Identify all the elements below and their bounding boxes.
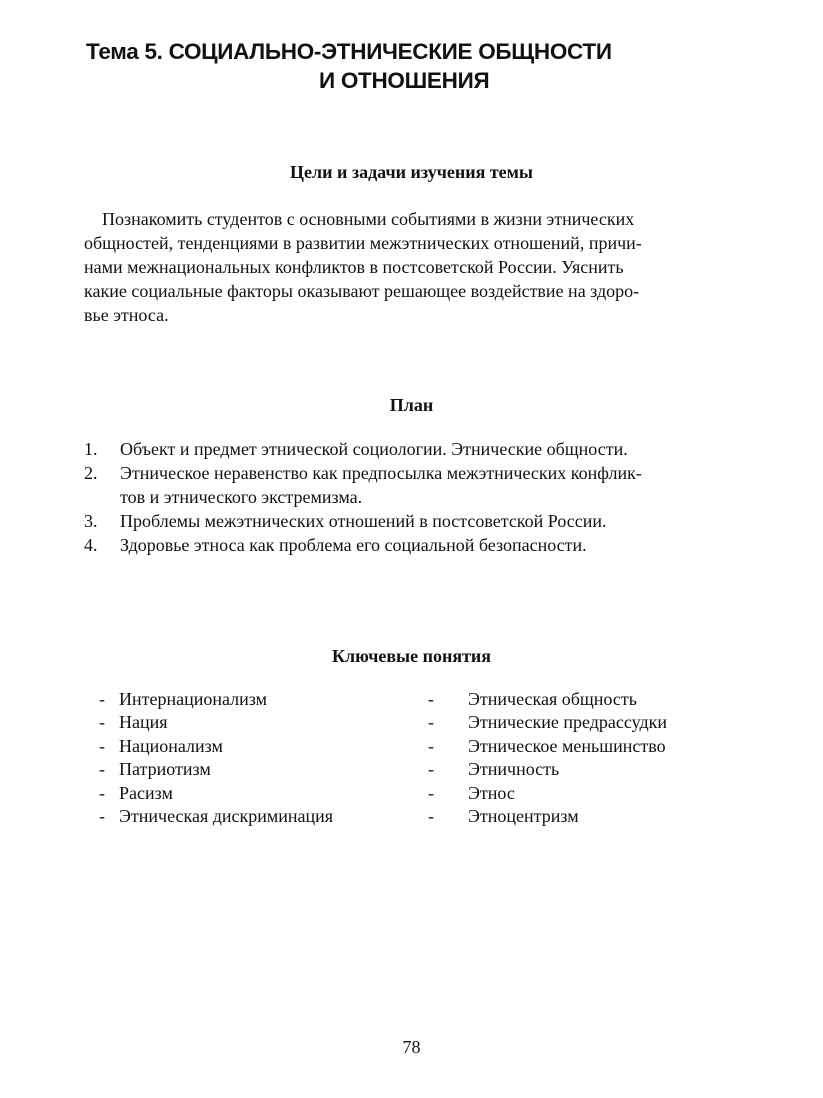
plan-item-text: тов и этнического экстремизма. [120, 487, 363, 507]
plan-item [84, 437, 754, 461]
goals-line: нами межнациональных конфликтов в постсоветской России. Уяснить [84, 257, 624, 277]
key-concept-term: Этническое меньшинство [468, 735, 666, 756]
key-concept-term: Этничность [468, 759, 560, 780]
goals-line: Познакомить студентов с основными событиями в жизни этнических [102, 209, 635, 229]
goals-heading: Цели и задачи изучения темы [290, 162, 533, 182]
plan-item [84, 461, 754, 509]
plan-item-number: 3. [84, 511, 98, 531]
key-concept-term: Патриотизм [119, 759, 211, 780]
list-dash: - [428, 712, 434, 733]
list-dash: - [428, 782, 434, 803]
goals-line: вье этноса. [84, 305, 169, 325]
key-concepts-left-list [99, 688, 419, 828]
key-concept-term: Национализм [119, 735, 223, 756]
plan-heading: План [389, 395, 434, 415]
key-concepts-heading: Ключевые понятия [331, 646, 492, 666]
key-concept-item [99, 758, 419, 781]
plan-item-text: Здоровье этноса как проблема его социальной безопасности. [120, 535, 587, 555]
plan-item-text: Проблемы межэтнических отношений в постсоветской России. [120, 511, 607, 531]
list-dash: - [99, 735, 105, 756]
plan-list [84, 437, 754, 557]
goals-paragraph [84, 207, 746, 327]
key-concept-term: Расизм [119, 782, 173, 803]
key-concept-item [99, 688, 419, 711]
goals-line: какие социальные факторы оказывают решающее воздействие на здоро- [84, 281, 640, 301]
plan-item-number: 4. [84, 535, 98, 555]
key-concept-term: Этническая дискриминация [119, 806, 334, 827]
topic-title [86, 37, 736, 95]
key-concept-term: Этнические предрассудки [468, 712, 668, 733]
key-concept-item [99, 782, 419, 805]
list-dash: - [428, 759, 434, 780]
key-concept-item [428, 758, 728, 781]
list-dash: - [428, 689, 434, 709]
plan-item-number: 1. [84, 439, 98, 459]
key-concepts-right-list [428, 688, 728, 828]
key-concept-item [99, 711, 419, 734]
plan-item-number: 2. [84, 463, 98, 483]
plan-item-text: Объект и предмет этнической социологии. Этнические общности. [120, 439, 628, 459]
key-concept-item [428, 782, 728, 805]
plan-item-text: Этническое неравенство как предпосылка межэтнических конфлик- [120, 463, 642, 483]
key-concept-term: Этнос [468, 782, 515, 803]
key-concept-term: Нация [119, 712, 168, 733]
plan-item [84, 533, 754, 557]
list-dash: - [428, 806, 434, 827]
list-dash: - [99, 806, 105, 827]
key-concept-item [428, 711, 728, 734]
list-dash: - [99, 712, 105, 733]
key-concept-item [99, 805, 419, 828]
key-concept-item [428, 735, 728, 758]
topic-title-line-1: Тема 5. СОЦИАЛЬНО-ЭТНИЧЕСКИЕ ОБЩНОСТИ [86, 39, 612, 64]
page-number: 78 [402, 1037, 421, 1057]
key-concept-item [99, 735, 419, 758]
goals-line: общностей, тенденциями в развитии межэтнических отношений, причи- [84, 233, 642, 253]
topic-title-line-2: И ОТНОШЕНИЯ [319, 68, 490, 93]
key-concept-term: Этническая общность [468, 689, 637, 709]
list-dash: - [99, 759, 105, 780]
list-dash: - [99, 782, 105, 803]
list-dash: - [428, 735, 434, 756]
key-concept-term: Этноцентризм [468, 806, 579, 827]
key-concept-term: Интернационализм [119, 689, 268, 709]
list-dash: - [99, 689, 105, 709]
plan-item [84, 509, 754, 533]
key-concept-item [428, 805, 728, 828]
key-concept-item [428, 688, 728, 711]
